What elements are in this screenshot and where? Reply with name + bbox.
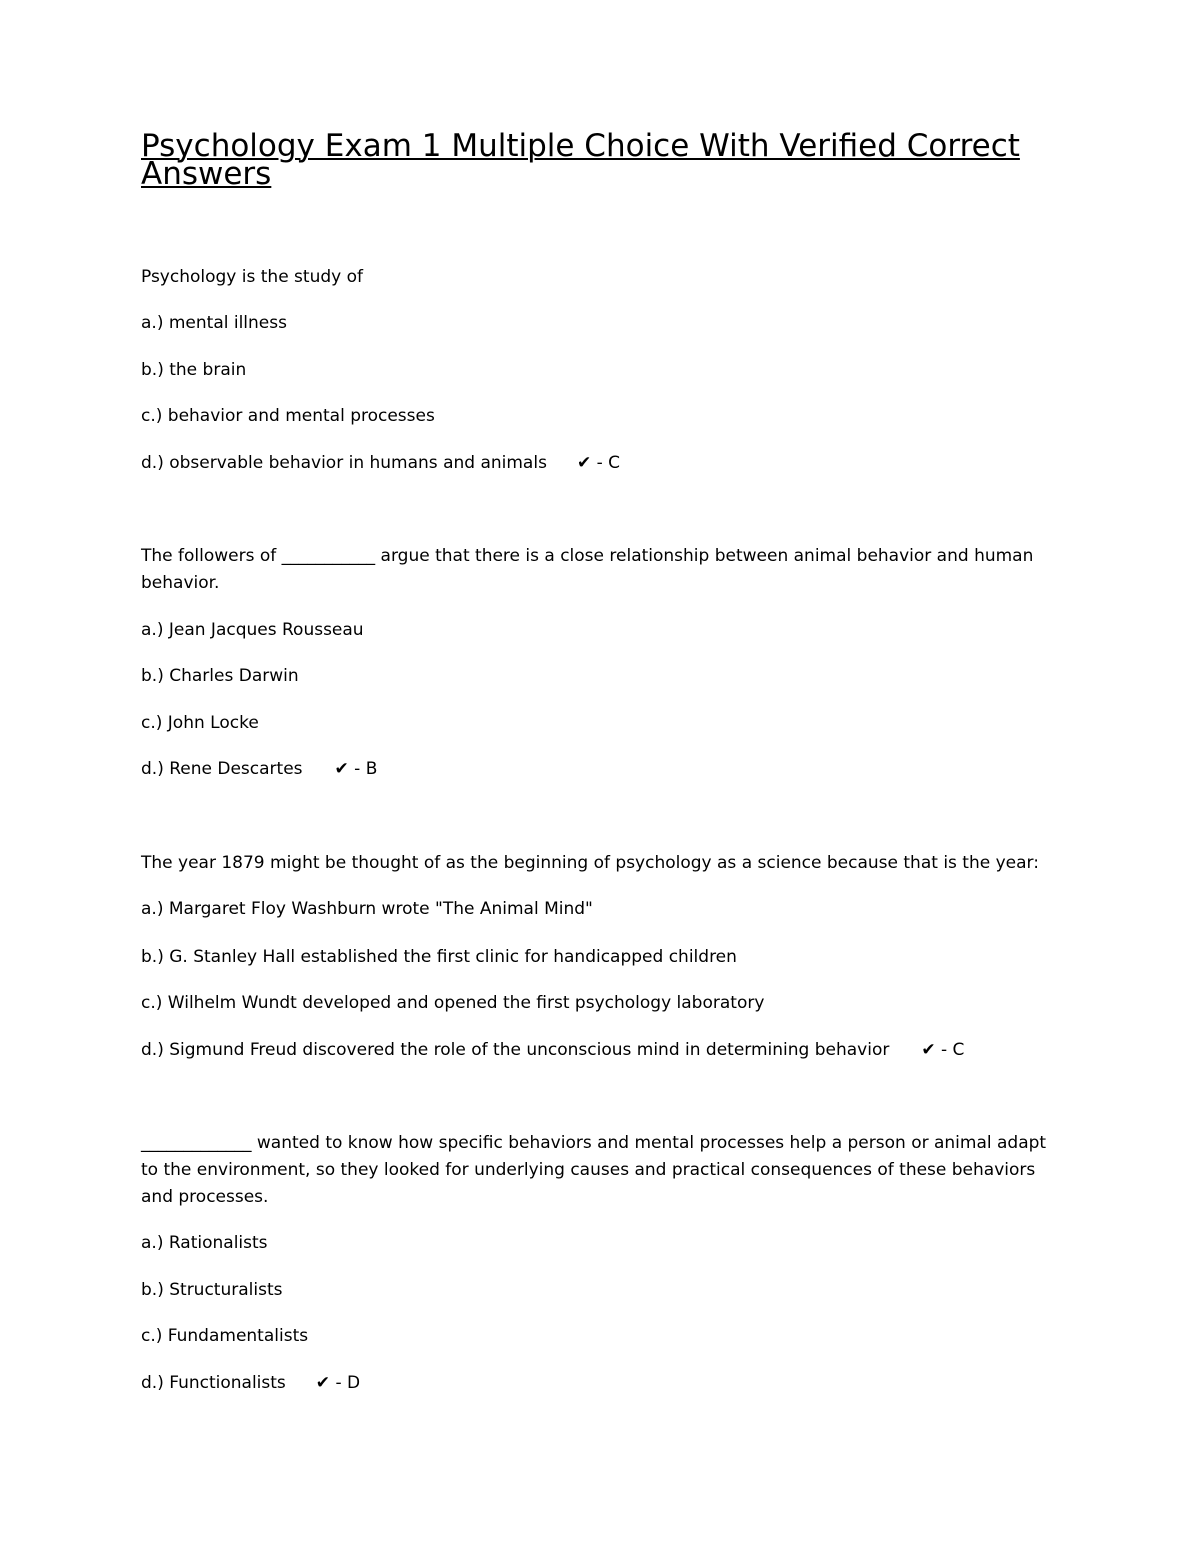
question-1-option-d [141, 450, 620, 477]
question-3-option-a: a.) Margaret Floy Washburn wrote "The Animal Mind" [141, 899, 593, 919]
question-1-prompt: Psychology is the study of [141, 267, 363, 287]
question-3-option-b: b.) G. Stanley Hall established the first clinic for handicapped children [141, 947, 737, 967]
question-2-option-d [141, 756, 377, 783]
question-1-option-d-text: d.) observable behavior in humans and animals [141, 453, 547, 473]
question-3-option-d [141, 1037, 964, 1064]
question-4-option-d-text: d.) Functionalists [141, 1373, 286, 1393]
question-3-option-c: c.) Wilhelm Wundt developed and opened the first psychology laboratory [141, 993, 765, 1013]
document-title: Psychology Exam 1 Multiple Choice With Verified Correct Answers [141, 128, 1020, 192]
question-4-prompt: _____________ wanted to know how specific behaviors and mental processes help a person or animal adapt to the environment, so they looked for underlying causes and practical consequences of these behaviors and processes. [141, 1133, 1047, 1207]
question-2-answer: ✔ - B [334, 759, 378, 779]
question-4-answer: ✔ - D [315, 1373, 361, 1393]
question-2-option-d-text: d.) Rene Descartes [141, 759, 303, 779]
question-1-option-c: c.) behavior and mental processes [141, 406, 435, 426]
question-3-answer: ✔ - C [921, 1040, 965, 1060]
question-1-answer: ✔ - C [576, 453, 620, 473]
question-4-option-a: a.) Rationalists [141, 1233, 268, 1253]
question-2-option-a: a.) Jean Jacques Rousseau [141, 620, 364, 640]
question-1-option-a: a.) mental illness [141, 313, 287, 333]
question-2-prompt: The followers of ___________ argue that there is a close relationship between animal behavior and human behavior. [141, 546, 1034, 593]
question-2-option-c: c.) John Locke [141, 713, 259, 733]
question-4-option-b: b.) Structuralists [141, 1280, 283, 1300]
question-3-option-d-text: d.) Sigmund Freud discovered the role of the unconscious mind in determining behavior [141, 1040, 890, 1060]
question-3-prompt: The year 1879 might be thought of as the beginning of psychology as a science because that is the year: [141, 853, 1039, 873]
question-4-option-c: c.) Fundamentalists [141, 1326, 309, 1346]
question-2-option-b: b.) Charles Darwin [141, 666, 299, 686]
question-1-option-b: b.) the brain [141, 360, 247, 380]
question-4-option-d [141, 1370, 360, 1397]
